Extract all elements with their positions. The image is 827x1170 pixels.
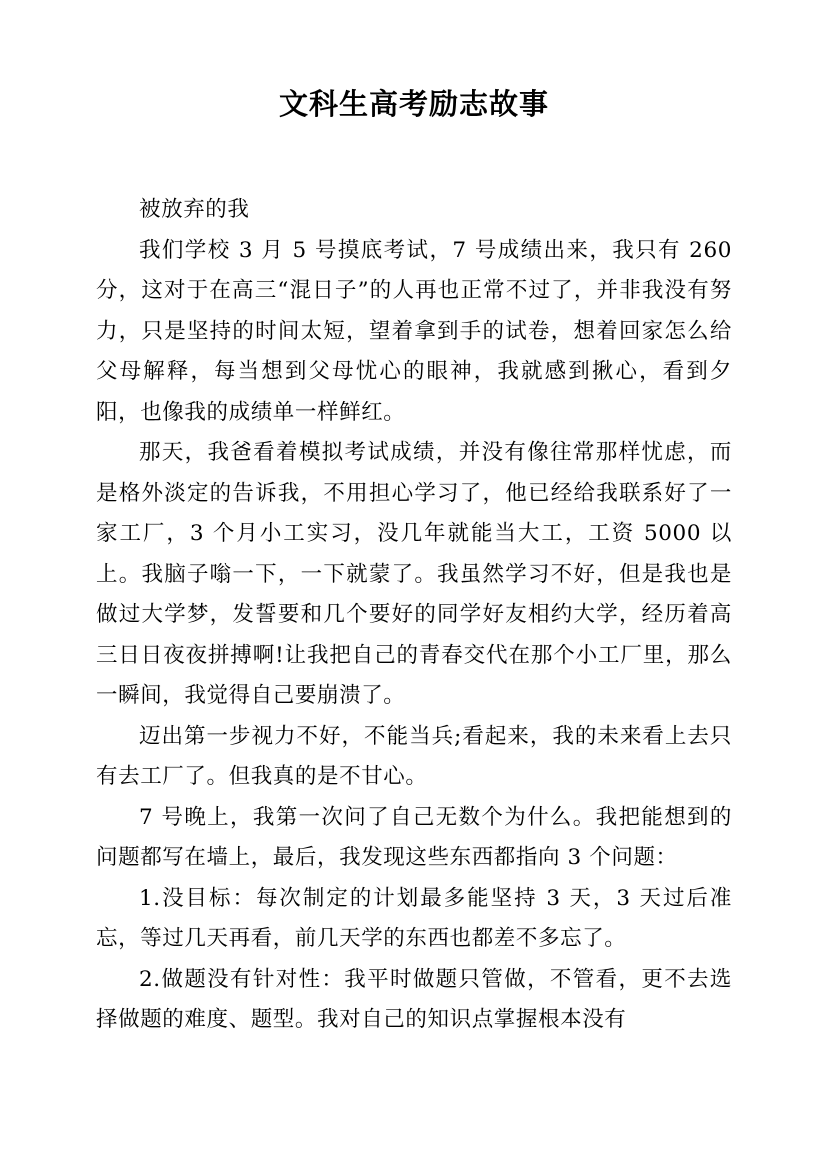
title-spacer [96, 124, 732, 190]
page-title: 文科生高考励志故事 [278, 87, 549, 121]
paragraph-5: 7 号晚上，我第一次问了自己无数个为什么。我把能想到的问题都写在墙上，最后，我发现这些东西都指向 3 个问题： [96, 804, 732, 870]
paragraph-6: 1.没目标：每次制定的计划最多能坚持 3 天，3 天过后准忘，等过几天再看，前几天学的东西也都差不多忘了。 [96, 885, 732, 951]
paragraph-1: 被放弃的我 [139, 197, 250, 222]
document-body [96, 84, 732, 1041]
paragraph-4: 迈出第一步视力不好，不能当兵;看起来，我的未来看上去只有去工厂了。但我真的是不甘心。 [96, 723, 732, 789]
paragraph-7: 2.做题没有针对性：我平时做题只管做，不管看，更不去选择做题的难度、题型。我对自己的知识点掌握根本没有 [96, 966, 732, 1032]
paragraph-2: 我们学校 3 月 5 号摸底考试，7 号成绩出来，我只有 260 分，这对于在高三“混日子”的人再也正常不过了，并非我没有努力，只是坚持的时间太短，望着拿到手的试卷，想着回家怎么给父母解释，每当想到父母忧心的眼神，我就感到揪心，看到夕阳，也像我的成绩单一样鲜红。 [96, 237, 732, 425]
paragraph-3: 那天，我爸看着模拟考试成绩，并没有像往常那样忧虑，而是格外淡定的告诉我，不用担心学习了，他已经给我联系好了一家工厂，3 个月小工实习，没几年就能当大工，工资 5000 以上。我脑子嗡一下，一下就蒙了。我虽然学习不好，但是我也是做过大学梦，发誓要和几个要好的同学好友相约大学，经历着高三日日夜夜拼搏啊!让我把自己的青春交代在那个小工厂里，那么一瞬间，我觉得自己要崩溃了。 [96, 440, 732, 708]
